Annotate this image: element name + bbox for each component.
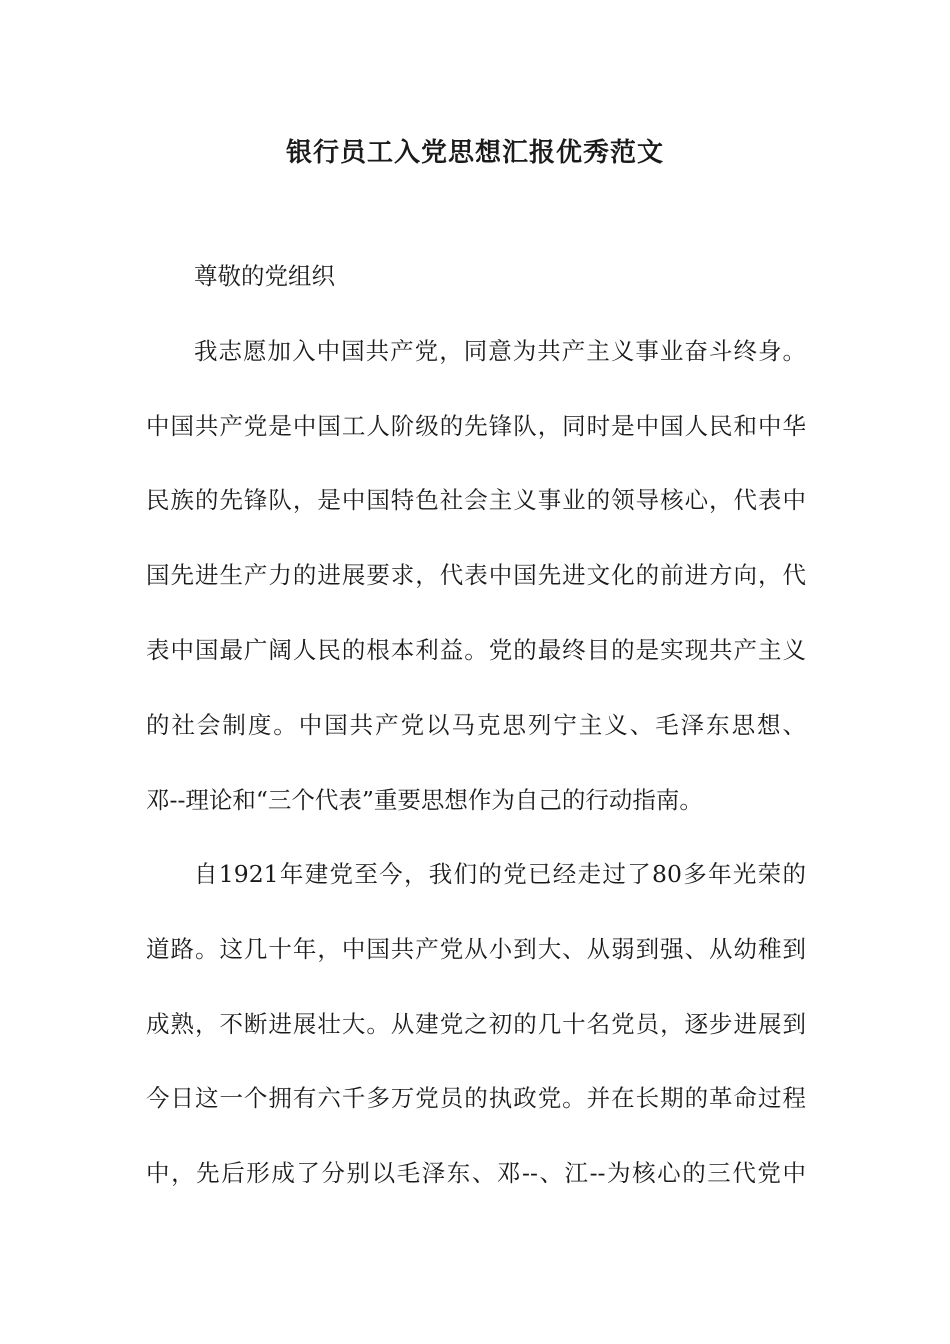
paragraph-2-line-2: 道路。这几十年，中国共产党从小到大、从弱到强、从幼稚到: [146, 935, 806, 963]
paragraph-2-line-4: 今日这一个拥有六千多万党员的执政党。并在长期的革命过程: [146, 1084, 806, 1112]
paragraph-1-line-6: 的社会制度。中国共产党以马克思列宁主义、毛泽东思想、: [146, 711, 806, 739]
paragraph-1-line-5: 表中国最广阔人民的根本利益。党的最终目的是实现共产主义: [146, 636, 806, 664]
paragraph-1-line-1: 我志愿加入中国共产党，同意为共产主义事业奋斗终身。: [194, 337, 806, 365]
paragraph-1-line-4: 国先进生产力的进展要求，代表中国先进文化的前进方向，代: [146, 561, 806, 589]
paragraph-2-line-1: 自1921年建党至今，我们的党已经走过了80多年光荣的: [194, 860, 806, 888]
paragraph-1-line-2: 中国共产党是中国工人阶级的先锋队，同时是中国人民和中华: [146, 412, 806, 440]
paragraph-1-line-7: 邓--理论和“三个代表”重要思想作为自己的行动指南。: [146, 786, 703, 814]
paragraph-1-line-3: 民族的先锋队，是中国特色社会主义事业的领导核心，代表中: [146, 486, 806, 514]
paragraph-2-line-5: 中，先后形成了分别以毛泽东、邓--、江--为核心的三代党中: [146, 1159, 806, 1187]
paragraph-2-line-3: 成熟，不断进展壮大。从建党之初的几十名党员，逐步进展到: [146, 1010, 806, 1038]
salutation: 尊敬的党组织: [194, 262, 335, 290]
document-title: 银行员工入党思想汇报优秀范文: [285, 138, 664, 168]
